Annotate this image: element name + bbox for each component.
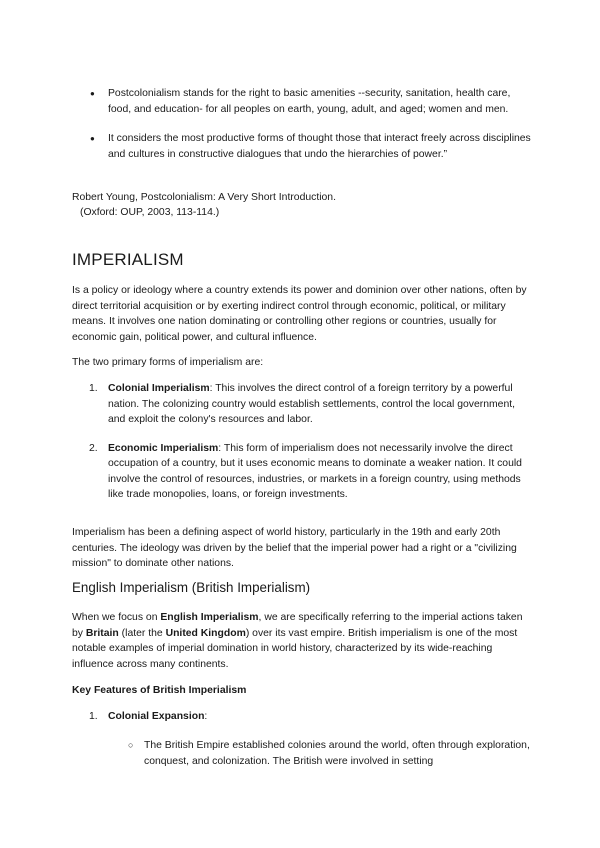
list-item bbox=[72, 381, 532, 428]
intro-text: ) over its vast empire. British imperialism is one of the most notable examples of imperial domination in world history, characterized by its wide-reaching influence across many continents. bbox=[72, 627, 518, 670]
intro-bold: English Imperialism bbox=[160, 612, 259, 623]
bullet-dot-icon: ● bbox=[90, 89, 95, 98]
hollow-bullet-icon: ○ bbox=[128, 740, 134, 750]
form-title: Economic Imperialism bbox=[108, 442, 219, 454]
list-number: 1. bbox=[89, 711, 98, 722]
features-heading-text: Key Features of British Imperialism bbox=[72, 685, 247, 696]
feature-colon: : bbox=[204, 711, 208, 722]
list-number: 2. bbox=[89, 442, 98, 454]
bullet-text: It considers the most productive forms of thought those that interact freely across disciplines and cultures in constructive dialogues that undo the hierarchies of power.” bbox=[108, 133, 531, 160]
forms-intro: The two primary forms of imperialism are: bbox=[72, 357, 264, 368]
intro-bold: United Kingdom bbox=[165, 627, 246, 639]
english-intro bbox=[72, 610, 532, 672]
form-title: Colonial Imperialism bbox=[108, 383, 210, 394]
intro-text: When we focus on bbox=[72, 612, 161, 623]
list-item bbox=[72, 709, 532, 725]
intro-text: , we are specifically referring to the imperial actions taken by bbox=[72, 612, 523, 639]
section-heading: English Imperialism (British Imperialism) bbox=[72, 580, 311, 595]
imperialism-history: Imperialism has been a defining aspect of world history, particularly in the 19th and early 20th centuries. The ideology was driven by the belief that the imperial power had a right or a "civilizing mission" to dominate other nations. bbox=[72, 527, 517, 569]
intro-bold: Britain bbox=[85, 627, 119, 639]
quote-bullet-list bbox=[72, 86, 532, 162]
list-item bbox=[72, 738, 532, 769]
list-item bbox=[72, 131, 532, 162]
list-item bbox=[72, 441, 532, 503]
list-item bbox=[72, 86, 532, 117]
intro-text: (later the bbox=[118, 627, 166, 639]
citation-line-2: (Oxford: OUP, 2003, 113-114.) bbox=[80, 207, 220, 218]
list-number: 1. bbox=[89, 383, 98, 394]
forms-list bbox=[72, 381, 532, 503]
feature-sub-list bbox=[72, 738, 532, 769]
bullet-text: Postcolonialism stands for the right to basic amenities --security, sanitation, health care, food, and education- for all peoples on earth, young, adult, and aged; women and men. bbox=[108, 88, 511, 115]
feature-title: Colonial Expansion bbox=[108, 711, 205, 722]
imperialism-definition: Is a policy or ideology where a country extends its power and dominion over other nations, often by direct territorial acquisition or by exerting indirect control through economic, political, or military means. It involves one nation dominating or controlling other regions or countries, usually for economic gain, political power, and cultural influence. bbox=[72, 285, 527, 343]
citation-line-1: Robert Young, Postcolonialism: A Very Short Introduction. bbox=[72, 192, 336, 203]
page-title: IMPERIALISM bbox=[72, 250, 184, 269]
features-list bbox=[72, 709, 532, 725]
bullet-dot-icon: ● bbox=[90, 134, 95, 143]
features-heading bbox=[72, 683, 532, 699]
form-text: : This involves the direct control of a foreign territory by a powerful nation. The colonizing country would establish settlements, control the local government, and exploit the colony's resources and labor. bbox=[108, 383, 516, 425]
form-text: : This form of imperialism does not necessarily involve the direct occupation of a country, but it uses economic means to dominate a weaker nation. It could involve the control of resources, industries, or markets in a foreign country, using methods like trade monopolies, loans, or foreign investments. bbox=[108, 442, 522, 500]
sub-text: The British Empire established colonies around the world, often through exploration, conquest, and colonization. The British were involved in setting bbox=[144, 740, 530, 767]
